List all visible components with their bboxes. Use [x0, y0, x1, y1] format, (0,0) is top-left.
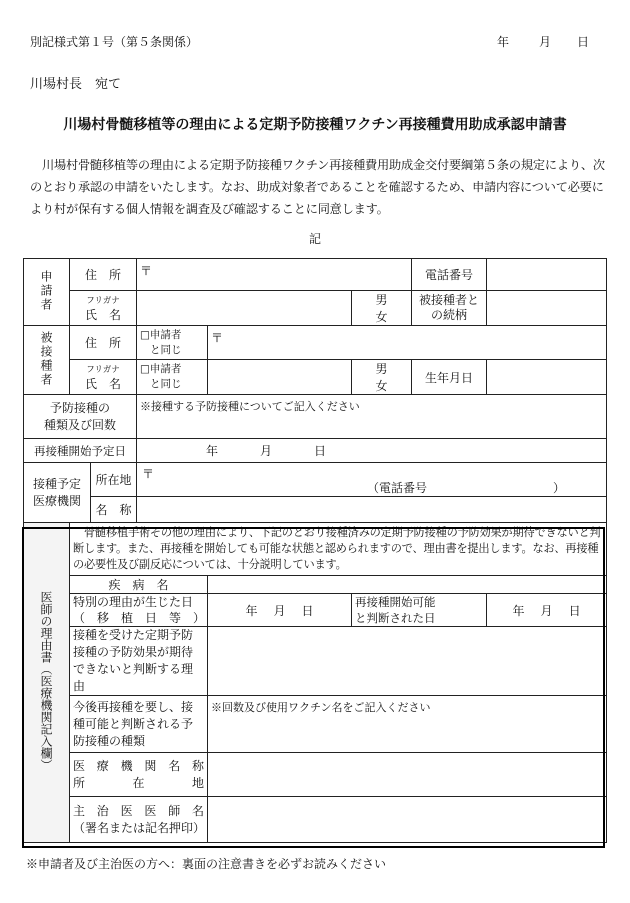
vaccinee-address-same-checkbox[interactable]: □申請者 と同じ: [137, 326, 208, 360]
relation-label: 被接種者との続柄: [412, 291, 487, 326]
applicant-phone-label: 電話番号: [412, 259, 487, 291]
physician-label: 主治医医師名 （署名または記名押印）: [70, 797, 208, 843]
furigana-label: フリガナ: [86, 295, 120, 306]
applicant-name-label: [70, 291, 137, 326]
intro-paragraph: 川場村骨髄移植等の理由による定期予防接種ワクチン再接種費用助成金交付要綱第５条の規定により、次のとおり承認の申請をいたします。なお、助成対象者であることを確認するため、申請内容について必要により村が保有する個人情報を調査及び確認することに同意します。: [30, 158, 605, 216]
header-date-day: 日: [577, 35, 590, 49]
institution-location-label: 所在地: [91, 463, 137, 497]
sex-male: 男: [375, 362, 388, 376]
clinic-label: 医療機関名称 所 在 地: [70, 753, 208, 797]
form-number: 別記様式第１号（第５条関係）: [30, 35, 199, 49]
postal-mark: 〒: [140, 264, 153, 278]
postal-mark: 〒: [142, 467, 155, 481]
applicant-section-label: 申請者: [24, 259, 70, 326]
application-form-table: [23, 258, 607, 843]
footer-note: ※申請者及び主治医の方へ：裏面の注意書きを必ずお読みください: [26, 857, 387, 871]
applicant-name-field[interactable]: [137, 291, 352, 326]
furigana-label: フリガナ: [86, 364, 120, 375]
applicant-address-label: 住 所: [70, 259, 137, 291]
header-date-year: 年: [497, 35, 510, 49]
restart-day: 日: [314, 444, 327, 458]
doctor-statement: 骨髄移植手術その他の理由により、下記のとおり接種済みの定期予防接種の予防効果が期待できないと判断します。また、再接種を開始しても可能な状態と認められますので、理由書を提出します。なお、再接種の必要性及び副反応については、十分説明しています。: [70, 523, 607, 576]
header-date-month: 月: [539, 35, 552, 49]
vaccinee-name-field[interactable]: [208, 360, 352, 395]
physician-field[interactable]: [208, 797, 607, 843]
institution-label: 接種予定 医療機関: [24, 463, 91, 523]
birthdate-field[interactable]: [487, 360, 607, 395]
restart-date-field[interactable]: [137, 439, 607, 463]
birthdate-label: 生年月日: [412, 360, 487, 395]
clinic-field[interactable]: [208, 753, 607, 797]
vaccinee-name-same-checkbox[interactable]: □申請者 と同じ: [137, 360, 208, 395]
ki-heading: 記: [308, 232, 321, 246]
relation-field[interactable]: [487, 291, 607, 326]
postal-mark: 〒: [211, 331, 224, 345]
vaccinee-address-field[interactable]: [208, 326, 607, 360]
sex-female: 女: [375, 310, 388, 324]
vaccinee-address-label: 住 所: [70, 326, 137, 360]
restart-month: 月: [260, 444, 273, 458]
vaccinee-sex-field[interactable]: [352, 360, 412, 395]
disease-label: 疾 病 名: [70, 576, 208, 594]
institution-name-label: 名 称: [91, 497, 137, 523]
institution-phone: （電話番号 ）: [367, 481, 566, 495]
vaccination-type-field[interactable]: [137, 395, 607, 439]
reason-field[interactable]: [208, 627, 607, 696]
vaccinee-name-label: [70, 360, 137, 395]
vaccination-type-label: 予防接種の 種類及び回数: [24, 395, 137, 439]
vaccinee-section-label: 被接種者: [24, 326, 70, 395]
applicant-sex-field[interactable]: [352, 291, 412, 326]
doctor-section-label: 医師の理由書（医療機関記入欄）: [24, 523, 70, 843]
header-date: [497, 33, 589, 50]
applicant-phone-field[interactable]: [487, 259, 607, 291]
restart-year: 年: [206, 444, 219, 458]
addressee: 川場村長 宛て: [30, 77, 122, 92]
future-vaccination-field[interactable]: [208, 696, 607, 753]
name-label: 氏 名: [85, 307, 122, 322]
sex-female: 女: [375, 379, 388, 393]
restart-date-label: 再接種開始予定日: [24, 439, 137, 463]
restart-possible-label: 再接種開始可能 と判断された日: [352, 594, 487, 627]
page-title: 川場村骨髄移植等の理由による定期予防接種ワクチン再接種費用助成承認申請書: [63, 117, 567, 133]
sex-male: 男: [375, 293, 388, 307]
special-reason-date-label: 特別の理由が生じた日 （ 移 植 日 等 ）: [70, 594, 208, 627]
reason-label: 接種を受けた定期予防接種の予防効果が期待できないと判断する理由: [70, 627, 208, 696]
disease-field[interactable]: [208, 576, 607, 594]
restart-possible-date-field[interactable]: 年 月 日: [487, 594, 607, 627]
future-vaccination-label: 今後再接種を要し、接種可能と判断される予防接種の種類: [70, 696, 208, 753]
institution-location-field[interactable]: [137, 463, 607, 497]
special-reason-date-field[interactable]: 年 月 日: [208, 594, 352, 627]
future-vaccination-note: ※回数及び使用ワクチン名をご記入ください: [211, 701, 431, 714]
vaccination-type-note: ※接種する予防接種についてご記入ください: [140, 400, 360, 413]
applicant-address-field[interactable]: [137, 259, 412, 291]
name-label: 氏 名: [85, 376, 122, 391]
institution-name-field[interactable]: [137, 497, 607, 523]
